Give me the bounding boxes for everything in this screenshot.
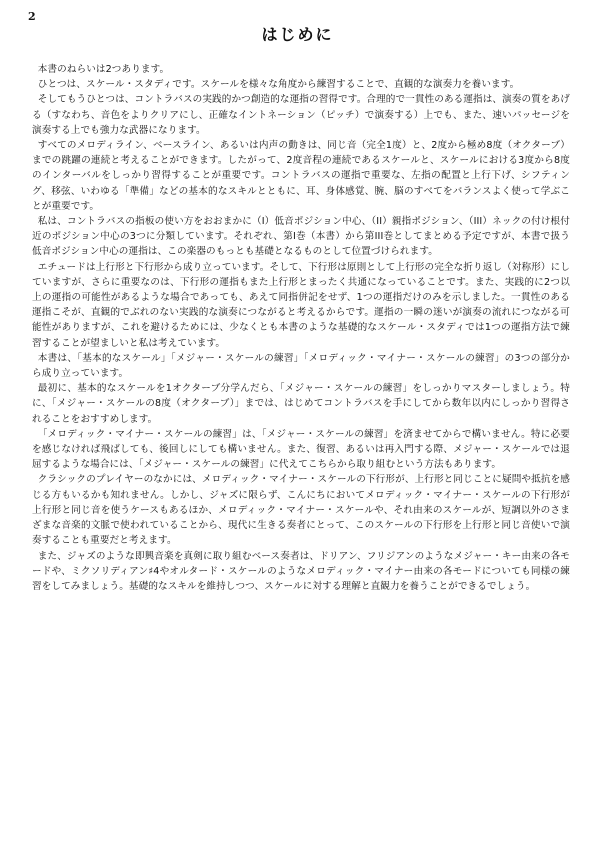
paragraph: そしてもうひとつは、コントラバスの実践的かつ創造的な運指の習得です。合理的で一貫性のある運指は、演奏の質をあげる（すなわち、音色をよりクリアにし、正確なイントネーション（ピッチ）で演奏する）上でも、また、速いパッセージを演奏する上でも強力な武器になります。 [32,94,570,136]
paragraph: 私は、コントラバスの指板の使い方をおおまかに（I）低音ポジション中心、（II）親指ポジション、（III）ネックの付け根付近のポジション中心の3つに分類しています。それぞれ、第I巻（本書）から第III巻としてまとめる予定ですが、本書で扱う低音ポジション中心の運指は、この楽器のもっとも基礎となるものとして位置づけられます。 [32,216,570,258]
paragraph: ひとつは、スケール・スタディです。スケールを様々な角度から練習することで、直観的な演奏力を養います。 [37,79,520,91]
page-title: はじめに [261,25,334,44]
paragraph: すべてのメロディライン、ベースライン、あるいは内声の動きは、同じ音（完全1度）と、2度から極め8度（オクターブ）までの跳躍の連続と考えることができます。したがって、2度音程の連続であるスケールと、スケールにおける3度から8度のインターバルをしっかり習得することが重要です。コントラバスの運指で重要な、左指の配置と上行下げ、シフティング、移弦、いわゆる「準備」などの基本的なスキルとともに、耳、身体感覚、腕、脳のすべてをバランスよく使って学ぶことが重要です。 [32,140,570,212]
paragraph: エチュードは上行形と下行形から成り立っています。そして、下行形は原則として上行形の完全な折り返し（対称形）にしていますが、さらに重要なのは、下行形の運指もまた上行形とまったく共通になっていることです。また、実践的に2つ以上の運指の可能性があるような場合であっても、あえて同指併記をせず、1つの運指だけのみを示しました。一貫性のある運指こそが、直観的でぶれのない実践的な演奏につながると考えるからです。運指の一瞬の迷いが演奏の流れにつながる可能性がありますが、これを避けるためには、少なくとも本書のような基礎的なスケール・スタディでは1つの運指方法で練習することが望ましいと私は考えています。 [32,261,570,349]
page-number: 2 [28,10,36,23]
body-text [32,62,570,594]
paragraph: クラシックのプレイヤーのなかには、メロディック・マイナー・スケールの下行形が、上行形と同じことに疑問や抵抗を感じる方もいるかも知れません。しかし、ジャズに限らず、こんにちにおいてメロディック・マイナー・スケールの下行形が上行形と同じ音を使うケースもあるほか、メロディック・マイナー・スケールや、それ由来のスケールが、短調以外のさまざまな音楽的文脈で使われていることから、現代に生きる奏者にとって、このスケールの下行形を上行形と同じ音使いで演奏することも重要だと考えます。 [32,474,570,547]
paragraph: 本書は、「基本的なスケール」「メジャー・スケールの練習」「メロディック・マイナー・スケールの練習」の3つの部分から成り立っています。 [32,352,570,380]
paragraph: 最初に、基本的なスケールを1オクターブ分学んだら、「メジャー・スケールの練習」をしっかりマスターしましょう。特に、「メジャー・スケールの8度（オクターブ）」までは、はじめてコントラバスを手にしてから数年以内にしっかり習得されることをおすすめします。 [32,383,570,425]
paragraph: また、ジャズのような即興音楽を真剣に取り組むベース奏者は、ドリアン、フリジアンのようなメジャー・キー由来の各モードや、ミクソリディアン♯4やオルタード・スケールのようなメロディック・マイナー由来の各モードについても同様の練習をしてみましょう。基礎的なスキルを維持しつつ、スケールに対する理解と直観力を養うことができるでしょう。 [32,550,570,592]
paragraph: 「メロディック・マイナー・スケールの練習」は、「メジャー・スケールの練習」を済ませてからで構いません。特に必要を感じなければ飛ばしても、後回しにしても構いません。また、復習、あるいは再入門する際、メジャー・スケールでは退屈するような場合には、「メジャー・スケールの練習」に代えてこちらから取り組むという方法もあります。 [32,428,570,471]
paragraph: 本書のねらいは2つあります。 [37,64,170,75]
